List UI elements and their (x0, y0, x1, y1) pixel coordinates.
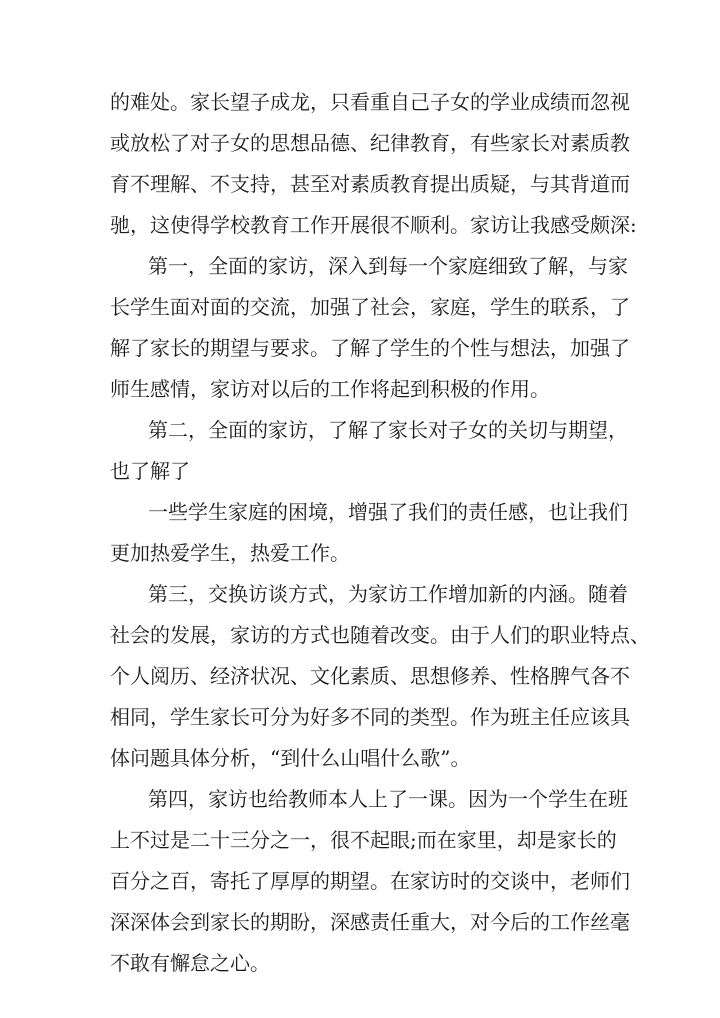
text-line: 也了解了 (110, 459, 190, 483)
text-line: 不敢有懈怠之心。 (110, 951, 270, 975)
text-line: 长学生面对面的交流，加强了社会，家庭，学生的联系，了 (110, 295, 630, 319)
text-line: 第二，全面的家访，了解了家长对子女的关切与期望， (148, 418, 628, 442)
text-line: 第四，家访也给教师本人上了一课。因为一个学生在班 (148, 787, 628, 811)
text-line: 驰，这使得学校教育工作开展很不顺利。家访让我感受颇深: (110, 213, 637, 237)
text-line: 更加热爱学生，热爱工作。 (110, 541, 350, 565)
text-line: 一些学生家庭的困境，增强了我们的责任感，也让我们 (148, 500, 628, 524)
text-line: 或放松了对子女的思想品德、纪律教育，有些家长对素质教 (110, 131, 630, 155)
text-line: 解了家长的期望与要求。了解了学生的个性与想法，加强了 (110, 336, 630, 360)
text-line: 百分之百，寄托了厚厚的期望。在家访时的交谈中，老师们 (110, 869, 630, 893)
text-line: 个人阅历、经济状况、文化素质、思想修养、性格脾气各不 (110, 664, 630, 688)
text-line: 第一，全面的家访，深入到每一个家庭细致了解，与家 (148, 254, 628, 278)
text-line: 师生感情，家访对以后的工作将起到积极的作用。 (110, 377, 550, 401)
text-line: 体问题具体分析，“到什么山唱什么歌”。 (110, 746, 471, 770)
text-line: 社会的发展，家访的方式也随着改变。由于人们的职业特点、 (110, 623, 650, 647)
text-line: 的难处。家长望子成龙，只看重自己子女的学业成绩而忽视 (110, 90, 630, 114)
text-line: 上不过是二十三分之一，很不起眼;而在家里，却是家长的 (110, 828, 617, 852)
text-line: 相同，学生家长可分为好多不同的类型。作为班主任应该具 (110, 705, 630, 729)
text-line: 育不理解、不支持，甚至对素质教育提出质疑，与其背道而 (110, 172, 630, 196)
text-line: 深深体会到家长的期盼，深感责任重大，对今后的工作丝毫 (110, 910, 630, 934)
text-line: 第三，交换访谈方式，为家访工作增加新的内涵。随着 (148, 582, 628, 606)
